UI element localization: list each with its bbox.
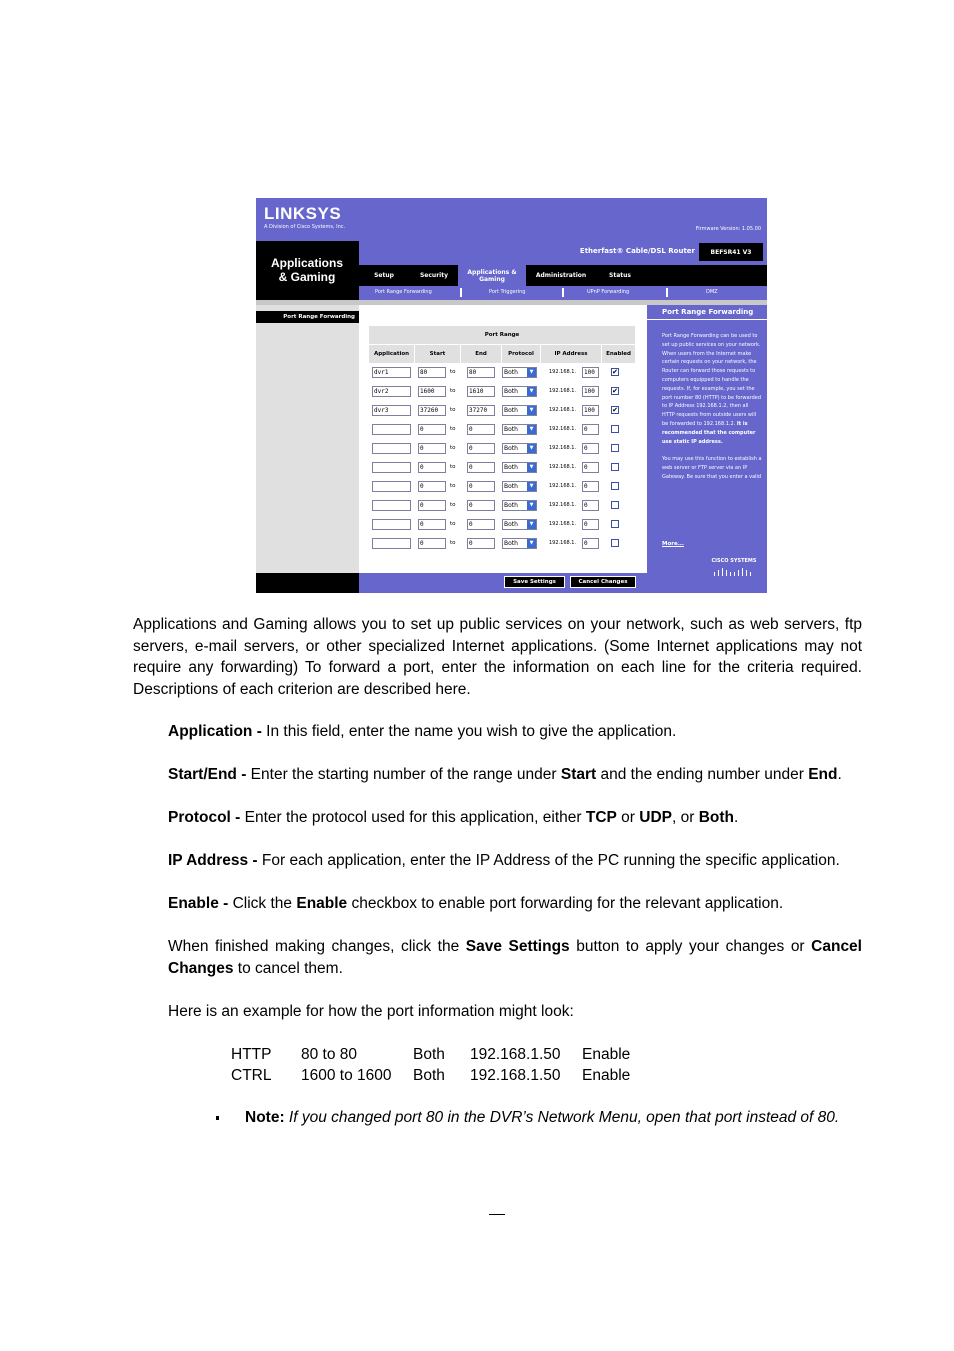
finish-text: button to apply your changes or	[569, 938, 812, 955]
to-label: to	[450, 426, 456, 432]
subtab-divider	[562, 288, 564, 297]
col-ip-address: IP Address	[541, 345, 601, 363]
start-port-input[interactable]: 0	[418, 538, 446, 549]
enabled-checkbox[interactable]: ✔	[612, 368, 618, 376]
tab-security[interactable]: Security	[419, 272, 448, 279]
port-row	[369, 460, 635, 476]
end-port-input[interactable]: 0	[467, 424, 495, 435]
col-start: Start	[415, 345, 460, 363]
protocol-value: Both	[504, 445, 518, 452]
end-port-input[interactable]: 1610	[467, 386, 495, 397]
port-row	[369, 365, 635, 381]
ip-address-description	[168, 850, 862, 872]
help-divider	[647, 319, 767, 320]
protocol-select[interactable]	[502, 367, 537, 378]
application-input[interactable]	[372, 481, 411, 492]
chevron-down-icon: ▼	[527, 463, 536, 472]
enabled-checkbox[interactable]	[611, 444, 619, 452]
to-label: to	[450, 464, 456, 470]
ip-last-octet-input[interactable]: 0	[582, 481, 599, 492]
application-description	[168, 721, 862, 743]
help-text-part-2: You may use this function to establish a web server or FTP server via an IP Gateway. Be sure that you enter a valid	[662, 456, 762, 480]
protocol-value: Both	[504, 388, 518, 395]
application-input[interactable]: dvr1	[372, 367, 411, 378]
example-protocol: Both	[413, 1046, 445, 1063]
protocol-select[interactable]	[502, 538, 537, 549]
protocol-description	[168, 807, 862, 829]
chevron-down-icon: ▼	[527, 387, 536, 396]
port-row	[369, 422, 635, 438]
application-text: In this field, enter the name you wish to give the application.	[261, 723, 677, 740]
chevron-down-icon: ▼	[527, 501, 536, 510]
protocol-value: Both	[504, 483, 518, 490]
model-badge: BEFSR41 V3	[699, 243, 763, 261]
enabled-checkbox[interactable]	[611, 501, 619, 509]
ip-last-octet-input[interactable]: 0	[582, 500, 599, 511]
protocol-value: Both	[504, 369, 518, 376]
example-state: Enable	[582, 1067, 631, 1084]
router-screenshot	[256, 198, 767, 593]
help-more-link[interactable]: More...	[662, 541, 684, 547]
end-port-input[interactable]: 80	[467, 367, 495, 378]
example-name: CTRL	[231, 1067, 272, 1084]
end-port-input[interactable]: 0	[467, 500, 495, 511]
to-label: to	[450, 369, 456, 375]
application-input[interactable]	[372, 519, 411, 530]
enabled-checkbox[interactable]	[611, 539, 619, 547]
tab-administration[interactable]: Administration	[535, 272, 587, 279]
section-title-line-1: Applications	[270, 256, 343, 270]
linksys-logo: LINKSYS	[264, 204, 342, 223]
application-input[interactable]	[372, 500, 411, 511]
left-section-label: Port Range Forwarding	[256, 311, 359, 323]
example-intro: Here is an example for how the port information might look:	[168, 1003, 574, 1020]
to-label: to	[450, 502, 456, 508]
ip-last-octet-input[interactable]: 0	[582, 462, 599, 473]
to-label: to	[450, 407, 456, 413]
start-port-input[interactable]: 0	[418, 424, 446, 435]
help-text	[662, 332, 762, 482]
application-input[interactable]: dvr2	[372, 386, 411, 397]
to-label: to	[450, 483, 456, 489]
end-port-input[interactable]: 37270	[467, 405, 495, 416]
footer-left	[256, 573, 359, 593]
protocol-value: Both	[504, 502, 518, 509]
cancel-changes-term: Cancel Changes	[168, 938, 862, 977]
help-text-bold: It is recommended that the computer use static IP address.	[662, 420, 756, 445]
protocol-term: Protocol -	[168, 809, 241, 826]
protocol-select[interactable]	[502, 405, 537, 416]
protocol-select[interactable]	[502, 519, 537, 530]
protocol-text: .	[734, 809, 739, 826]
example-ip: 192.168.1.50	[470, 1067, 561, 1084]
enabled-checkbox[interactable]	[611, 425, 619, 433]
tcp-term: TCP	[585, 809, 617, 826]
subtab-upnp-forwarding[interactable]: UPnP Forwarding	[587, 289, 630, 295]
to-label: to	[450, 540, 456, 546]
start-port-input[interactable]: 80	[418, 367, 446, 378]
page-number-mark	[489, 1214, 505, 1215]
end-term: End	[808, 766, 838, 783]
application-input[interactable]: dvr3	[372, 405, 411, 416]
enable-term: Enable -	[168, 895, 229, 912]
tab-applications-gaming-label: Applications & Gaming	[467, 268, 517, 283]
firmware-version: Firmware Version: 1.05.00	[695, 226, 761, 232]
start-end-term: Start/End -	[168, 766, 247, 783]
ip-last-octet-input[interactable]: 0	[582, 443, 599, 454]
chevron-down-icon: ▼	[527, 368, 536, 377]
port-row	[369, 384, 635, 400]
finish-text: When finished making changes, click the	[168, 938, 466, 955]
protocol-select[interactable]	[502, 386, 537, 397]
col-enabled: Enabled	[602, 345, 635, 363]
finish-paragraph	[168, 936, 862, 979]
help-text-part-1: Port Range Forwarding can be used to set up public services on your network. When users from the Internet make certain requests on your network, the Router can forward those requests to computers equipped to handle the requests. If, for example, you set the port number 80 (HTTP) to be forwarded to IP Address 192.168.1.2, then all HTTP requests from outside users will be forwarded to 192.168.1.2.	[662, 333, 762, 427]
ip-prefix: 192.168.1.	[549, 540, 577, 546]
tab-status[interactable]: Status	[609, 272, 631, 279]
cisco-bridge-icon	[712, 564, 756, 576]
start-port-input[interactable]: 0	[418, 519, 446, 530]
enable-text: checkbox to enable port forwarding for the relevant application.	[347, 895, 784, 912]
protocol-value: Both	[504, 521, 518, 528]
subtab-port-range-forwarding[interactable]: Port Range Forwarding	[375, 289, 432, 295]
port-range-header: Port Range	[369, 326, 635, 344]
ip-prefix: 192.168.1.	[549, 388, 577, 394]
save-settings-button[interactable]: Save Settings	[504, 576, 565, 588]
ip-address-text: For each application, enter the IP Address of the PC running the specific application.	[257, 852, 840, 869]
to-label: to	[450, 445, 456, 451]
ip-prefix: 192.168.1.	[549, 521, 577, 527]
ip-last-octet-input[interactable]: 100	[582, 405, 599, 416]
intro-paragraph: Applications and Gaming allows you to set up public services on your network, such as web servers, ftp servers, e-mail servers, or other specialized Internet applications. (Some Internet applications may not require any forwarding) To forward a port, enter the information on each line for the criteria required. Descriptions of each criterion are described here.	[133, 616, 862, 698]
start-port-input[interactable]: 1600	[418, 386, 446, 397]
chevron-down-icon: ▼	[527, 406, 536, 415]
tab-setup[interactable]: Setup	[374, 272, 394, 279]
end-port-input[interactable]: 0	[467, 519, 495, 530]
example-ip: 192.168.1.50	[470, 1046, 561, 1063]
protocol-value: Both	[504, 464, 518, 471]
ip-prefix: 192.168.1.	[549, 426, 577, 432]
chevron-down-icon: ▼	[527, 482, 536, 491]
left-panel	[256, 305, 359, 573]
logo-subtitle: A Division of Cisco Systems, Inc.	[264, 224, 346, 230]
subtab-port-triggering[interactable]: Port Triggering	[489, 289, 526, 295]
section-title	[262, 256, 352, 284]
end-port-input[interactable]: 0	[467, 538, 495, 549]
start-end-text: .	[837, 766, 842, 783]
tab-applications-gaming[interactable]	[458, 265, 526, 286]
port-row	[369, 517, 635, 533]
note	[245, 1107, 839, 1129]
ip-last-octet-input[interactable]: 100	[582, 386, 599, 397]
ip-prefix: 192.168.1.	[549, 464, 577, 470]
start-term: Start	[560, 766, 597, 783]
bullet-icon	[216, 1116, 219, 1120]
ip-prefix: 192.168.1.	[549, 483, 577, 489]
protocol-select[interactable]	[502, 424, 537, 435]
enable-description	[168, 893, 862, 915]
protocol-value: Both	[504, 407, 518, 414]
ip-last-octet-input[interactable]: 0	[582, 424, 599, 435]
end-port-input[interactable]: 0	[467, 443, 495, 454]
start-end-text: and the ending number under	[596, 766, 809, 783]
application-term: Application -	[168, 723, 262, 740]
application-input[interactable]	[372, 538, 411, 549]
both-term: Both	[698, 809, 734, 826]
application-input[interactable]	[372, 443, 411, 454]
cancel-changes-button[interactable]: Cancel Changes	[570, 576, 636, 588]
protocol-select[interactable]	[502, 481, 537, 492]
end-port-input[interactable]: 0	[467, 462, 495, 473]
cisco-logo-text: CISCO SYSTEMS	[711, 558, 757, 564]
col-end: End	[461, 345, 501, 363]
ip-last-octet-input[interactable]: 0	[582, 519, 599, 530]
start-port-input[interactable]: 0	[418, 443, 446, 454]
protocol-select[interactable]	[502, 443, 537, 454]
subtab-divider	[666, 288, 668, 297]
start-end-description	[168, 764, 862, 786]
product-name: Etherfast® Cable/DSL Router	[579, 247, 695, 255]
end-port-input[interactable]: 0	[467, 481, 495, 492]
port-row	[369, 498, 635, 514]
enabled-checkbox[interactable]: ✔	[612, 387, 618, 395]
ip-prefix: 192.168.1.	[549, 369, 577, 375]
cisco-logo	[709, 558, 759, 582]
chevron-down-icon: ▼	[527, 520, 536, 529]
subtab-dmz[interactable]: DMZ	[706, 289, 718, 295]
port-row	[369, 479, 635, 495]
start-port-input[interactable]: 0	[418, 462, 446, 473]
port-row	[369, 403, 635, 419]
start-end-text: Enter the starting number of the range under	[246, 766, 561, 783]
col-protocol: Protocol	[502, 345, 540, 363]
ip-last-octet-input[interactable]: 100	[582, 367, 599, 378]
protocol-text: Enter the protocol used for this application, either	[240, 809, 586, 826]
chevron-down-icon: ▼	[527, 444, 536, 453]
protocol-select[interactable]	[502, 500, 537, 511]
example-range: 1600 to 1600	[301, 1067, 392, 1084]
enabled-checkbox[interactable]	[611, 463, 619, 471]
example-protocol: Both	[413, 1067, 445, 1084]
note-text: If you changed port 80 in the DVR’s Network Menu, open that port instead of 80.	[284, 1109, 840, 1126]
enable-bold: Enable	[296, 895, 348, 912]
start-port-input[interactable]: 0	[418, 500, 446, 511]
to-label: to	[450, 388, 456, 394]
chevron-down-icon: ▼	[527, 425, 536, 434]
section-title-line-2: & Gaming	[278, 270, 336, 284]
ip-last-octet-input[interactable]: 0	[582, 538, 599, 549]
ip-prefix: 192.168.1.	[549, 502, 577, 508]
protocol-text: , or	[672, 809, 699, 826]
enabled-checkbox[interactable]	[611, 520, 619, 528]
enabled-checkbox[interactable]	[611, 482, 619, 490]
protocol-value: Both	[504, 540, 518, 547]
finish-text: to cancel them.	[233, 959, 343, 977]
port-row	[369, 536, 635, 552]
ip-address-term: IP Address -	[168, 852, 258, 869]
enable-text: Click the	[228, 895, 297, 912]
help-title: Port Range Forwarding	[662, 308, 754, 316]
chevron-down-icon: ▼	[527, 539, 536, 548]
port-row	[369, 441, 635, 457]
save-settings-term: Save Settings	[465, 938, 570, 955]
enabled-checkbox[interactable]: ✔	[612, 406, 618, 414]
udp-term: UDP	[639, 809, 672, 826]
example-name: HTTP	[231, 1046, 272, 1063]
example-range: 80 to 80	[301, 1046, 358, 1063]
application-input[interactable]	[372, 462, 411, 473]
protocol-text: or	[616, 809, 640, 826]
subtab-divider	[460, 288, 462, 297]
protocol-value: Both	[504, 426, 518, 433]
example-state: Enable	[582, 1046, 631, 1063]
start-port-input[interactable]: 0	[418, 481, 446, 492]
start-port-input[interactable]: 37260	[418, 405, 446, 416]
to-label: to	[450, 521, 456, 527]
note-label: Note:	[245, 1109, 285, 1126]
protocol-select[interactable]	[502, 462, 537, 473]
ip-prefix: 192.168.1.	[549, 407, 577, 413]
ip-prefix: 192.168.1.	[549, 445, 577, 451]
col-application: Application	[369, 345, 414, 363]
application-input[interactable]	[372, 424, 411, 435]
